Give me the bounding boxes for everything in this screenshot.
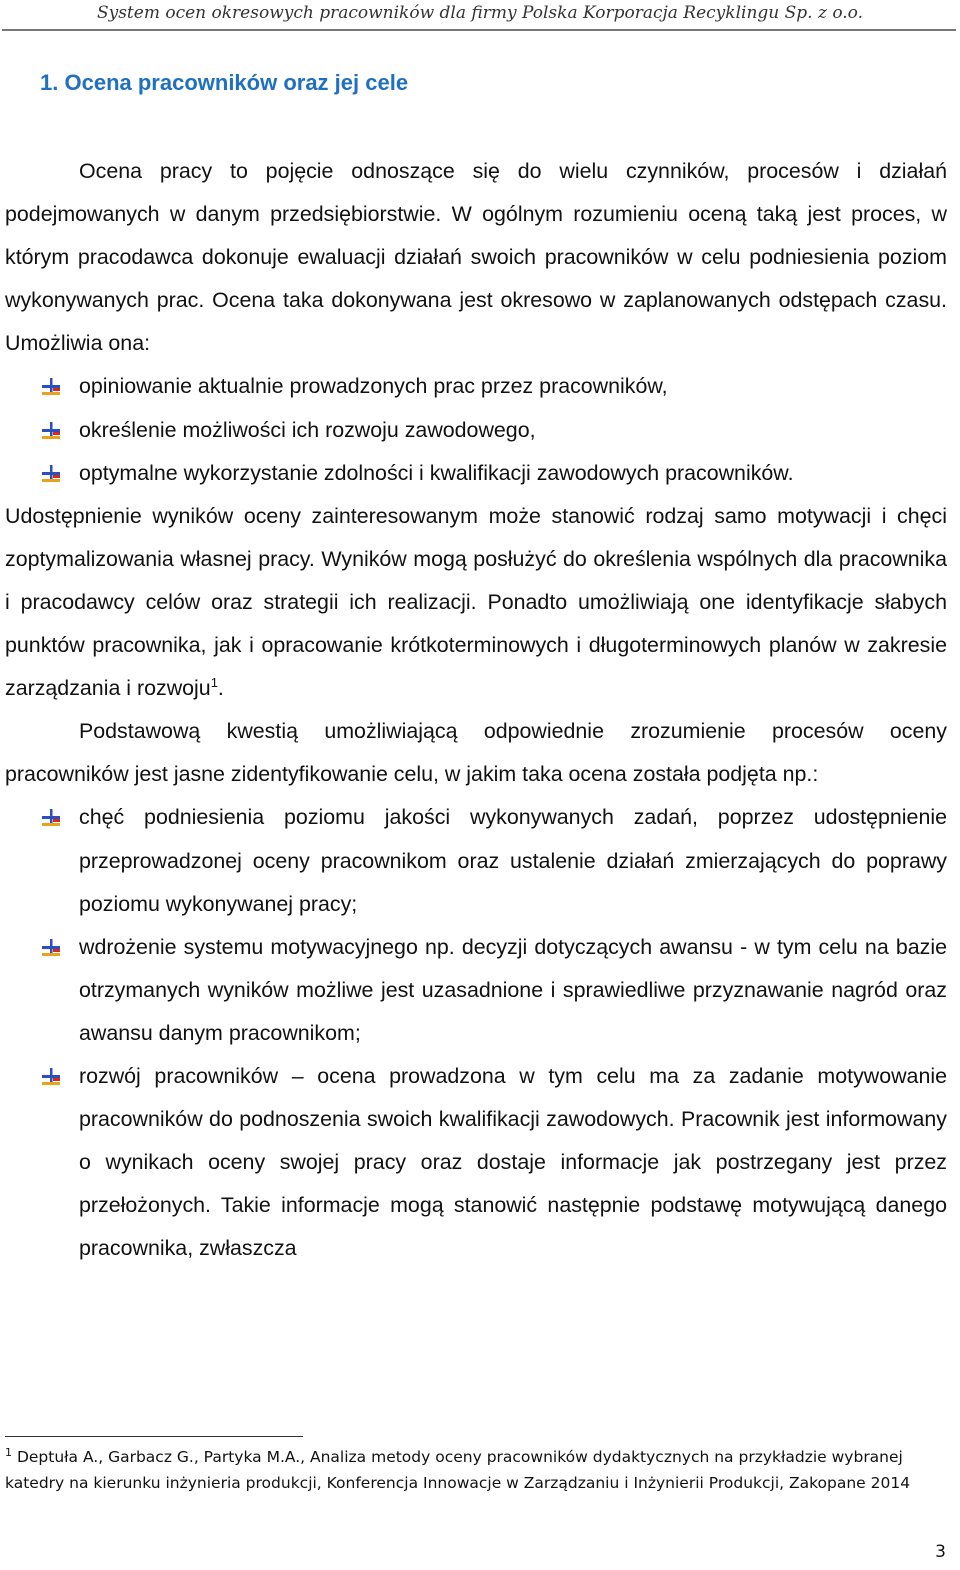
section-title: Ocena pracowników oraz jej cele — [64, 70, 409, 95]
pin-bullet-icon — [41, 377, 61, 397]
section-number: 1. — [40, 70, 59, 95]
list-item — [5, 452, 947, 495]
paragraph-results-text: Udostępnienie wyników oceny zainteresowanym może stanowić rodzaj samo motywacji i chęci zoptymalizowania własnej pracy. Wyników mogą posłużyć do określenia wspólnych dla pracownika i pracodawcy celów oraz strategii ich realizacji. Ponadto umożliwiają one identyfikacje słabych punktów pracownika, jak i opracowanie krótkoterminowych i długoterminowych planów w zakresie zarządzania i rozwoju — [5, 503, 947, 701]
list-item-text: określenie możliwości ich rozwoju zawodowego, — [79, 417, 536, 442]
list-item — [5, 796, 947, 925]
list-item-text: optymalne wykorzystanie zdolności i kwalifikacji zawodowych pracowników. — [79, 460, 794, 485]
pin-bullet-icon — [41, 421, 61, 441]
pin-bullet-icon — [41, 464, 61, 484]
list-item-text: opiniowanie aktualnie prowadzonych prac przez pracowników, — [79, 374, 668, 399]
list-item — [5, 409, 947, 452]
header-divider — [2, 29, 956, 31]
list-item — [5, 1055, 947, 1270]
paragraph-goals: Podstawową kwestią umożliwiającą odpowiednie zrozumienie procesów oceny pracowników jest jasne zidentyfikowanie celu, w jakim taka ocena została podjęta np.: — [5, 719, 947, 787]
pin-bullet-icon — [41, 938, 61, 958]
section-heading — [40, 70, 408, 96]
page-number: 3 — [935, 1542, 946, 1562]
list-item-text: chęć podniesienia poziomu jakości wykonywanych zadań, poprzez udostępnienie przeprowadzonej oceny pracownikom oraz ustalenie działań zmierzających do poprawy poziomu wykonywanej pracy; — [79, 805, 947, 916]
paragraph-results-end: . — [217, 676, 224, 701]
body-text — [5, 150, 947, 1270]
paragraph-results — [5, 495, 947, 710]
pin-bullet-icon — [41, 1067, 61, 1087]
paragraph-intro: Ocena pracy to pojęcie odnoszące się do wielu czynników, procesów i działań podejmowanych w danym przedsiębiorstwie. W ogólnym rozumieniu oceną taką jest proces, w którym pracodawca dokonuje ewaluacji działań swoich pracowników w celu podniesienia poziom wykonywanych prac. Ocena taka dokonywana jest okresowo w zaplanowanych odstępach czasu. Umożliwia ona: — [5, 159, 947, 356]
footnote-text: Deptuła A., Garbacz G., Partyka M.A., Analiza metody oceny pracowników dydaktycznych na przykładzie wybranej katedry na kierunku inżynieria produkcji, Konferencja Innowacje w Zarządzaniu i Inżynierii Produkcji, Zakopane 2014 — [5, 1448, 911, 1492]
list-item-text: rozwój pracowników – ocena prowadzona w tym celu ma za zadanie motywowanie pracowników do podnoszenia swoich kwalifikacji zawodowych. Pracownik jest informowany o wynikach oceny swojej pracy oraz dostaje informacje jak postrzegany jest przez przełożonych. Takie informacje mogą stanowić następnie podstawę motywującą danego pracownika, zwłaszcza — [79, 1063, 947, 1261]
footnote — [5, 1445, 947, 1497]
footnote-mark: 1 — [5, 1445, 12, 1459]
footnote-reference[interactable]: 1 — [210, 675, 218, 690]
footnote-divider — [5, 1436, 303, 1437]
running-header: System ocen okresowych pracowników dla firmy Polska Korporacja Recyklingu Sp. z o.o. — [96, 3, 864, 23]
bullet-list-goals — [5, 796, 947, 1270]
list-item — [5, 365, 947, 408]
list-item — [5, 926, 947, 1055]
pin-bullet-icon — [41, 808, 61, 828]
list-item-text: wdrożenie systemu motywacyjnego np. decyzji dotyczących awansu - w tym celu na bazie otrzymanych wyników możliwe jest uzasadnione i sprawiedliwe przyznawanie nagród oraz awansu danym pracownikom; — [79, 934, 947, 1045]
bullet-list-enables — [5, 365, 947, 494]
